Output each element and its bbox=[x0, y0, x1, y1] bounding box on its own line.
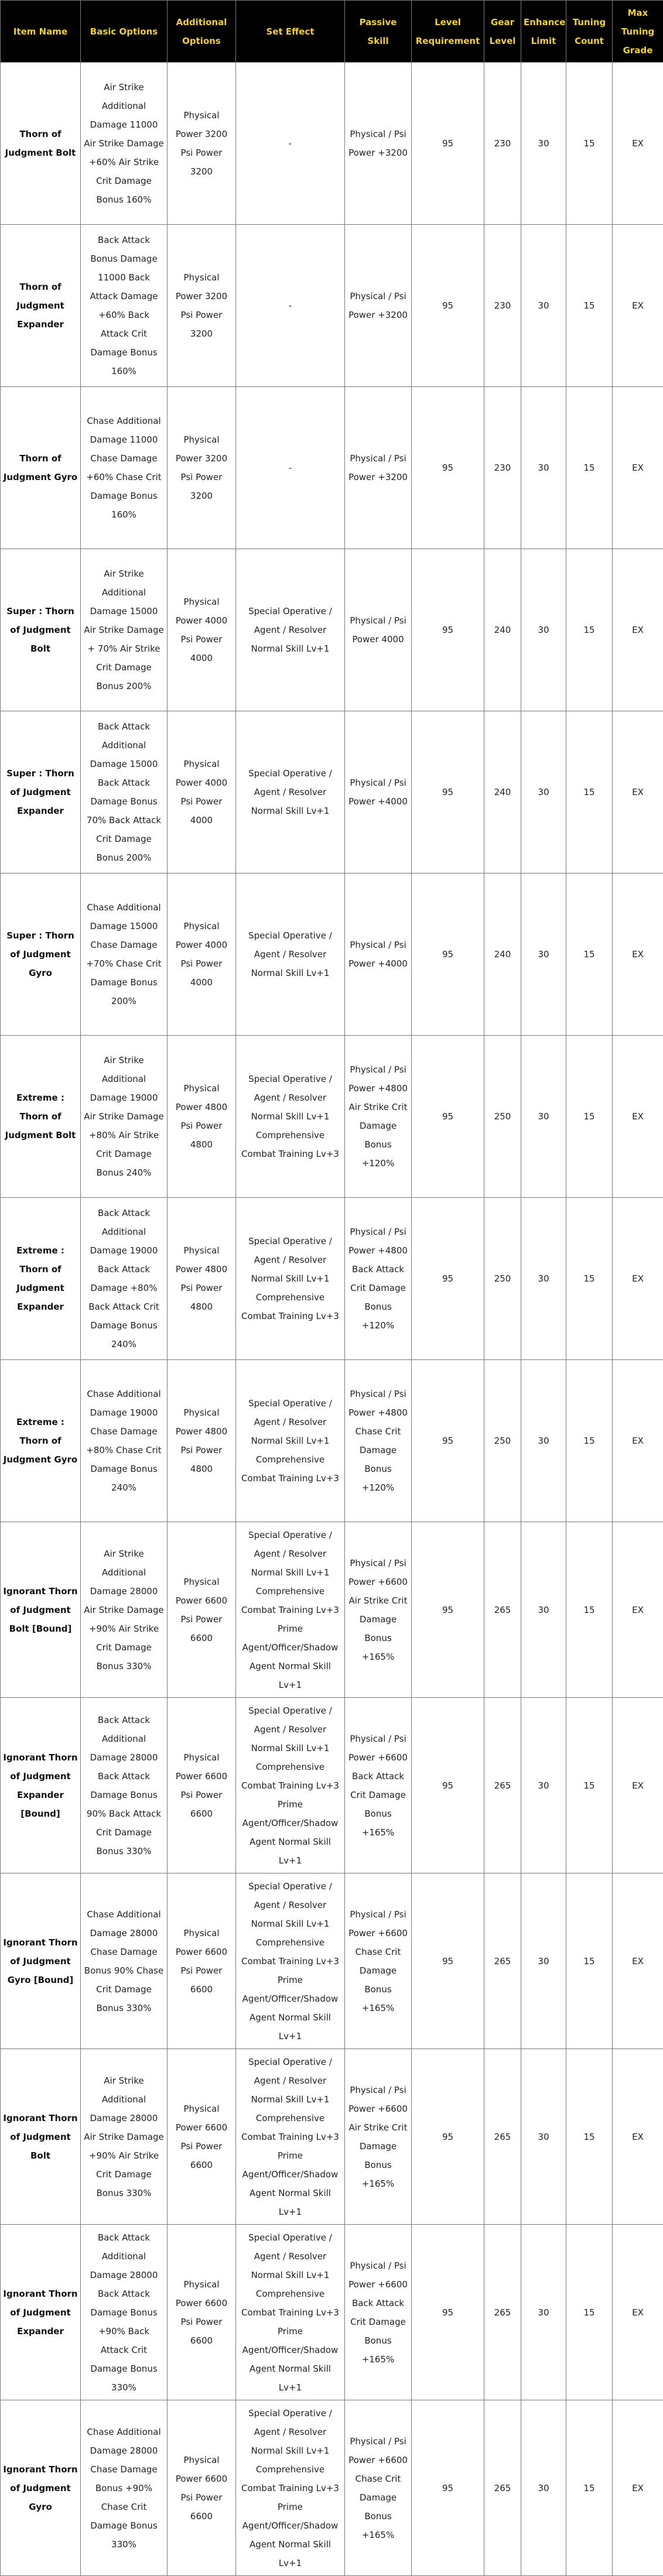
level-requirement: 95 bbox=[412, 1698, 484, 1873]
basic-options: Chase Additional Damage 28000 Chase Damage Bonus +90% Chase Crit Damage Bonus 330% bbox=[81, 2400, 168, 2576]
set-effect: Special Operative / Agent / Resolver Normal Skill Lv+1 Comprehensive Combat Training Lv+3 bbox=[236, 1036, 345, 1198]
set-effect: - bbox=[236, 225, 345, 387]
table-row bbox=[1, 225, 663, 387]
level-requirement: 95 bbox=[412, 225, 484, 387]
item-name: Ignorant Thorn of Judgment Expander bbox=[1, 2225, 81, 2400]
basic-options: Air Strike Additional Damage 28000 Air Strike Damage +90% Air Strike Crit Damage Bonus 330% bbox=[81, 2049, 168, 2225]
table-row bbox=[1, 1522, 663, 1698]
passive-skill: Physical / Psi Power +6600 Air Strike Crit Damage Bonus +165% bbox=[345, 2049, 412, 2225]
tuning-count: 15 bbox=[566, 387, 613, 549]
header-row bbox=[1, 1, 663, 63]
additional-options: Physical Power 3200 Psi Power 3200 bbox=[168, 387, 236, 549]
passive-skill: Physical / Psi Power +4000 bbox=[345, 711, 412, 873]
additional-options: Physical Power 4800 Psi Power 4800 bbox=[168, 1036, 236, 1198]
table-row bbox=[1, 1036, 663, 1198]
table-row bbox=[1, 2400, 663, 2576]
header-passive-skill: Passive Skill bbox=[345, 1, 412, 63]
gear-level: 230 bbox=[484, 225, 521, 387]
enhance-limit: 30 bbox=[521, 873, 566, 1036]
passive-skill: Physical / Psi Power +3200 bbox=[345, 387, 412, 549]
basic-options: Air Strike Additional Damage 11000 Air Strike Damage +60% Air Strike Crit Damage Bonus 160% bbox=[81, 63, 168, 225]
set-effect: Special Operative / Agent / Resolver Normal Skill Lv+1 Comprehensive Combat Training Lv+3 Prime Agent/Officer/Shadow Agent Normal Skill Lv+1 bbox=[236, 1698, 345, 1873]
enhance-limit: 30 bbox=[521, 225, 566, 387]
tuning-count: 15 bbox=[566, 225, 613, 387]
basic-options: Air Strike Additional Damage 19000 Air Strike Damage +80% Air Strike Crit Damage Bonus 240% bbox=[81, 1036, 168, 1198]
additional-options: Physical Power 6600 Psi Power 6600 bbox=[168, 1522, 236, 1698]
header-gear-level: Gear Level bbox=[484, 1, 521, 63]
tuning-count: 15 bbox=[566, 1522, 613, 1698]
level-requirement: 95 bbox=[412, 387, 484, 549]
max-tuning-grade: EX bbox=[613, 2049, 663, 2225]
enhance-limit: 30 bbox=[521, 1360, 566, 1522]
additional-options: Physical Power 6600 Psi Power 6600 bbox=[168, 1698, 236, 1873]
tuning-count: 15 bbox=[566, 2049, 613, 2225]
max-tuning-grade: EX bbox=[613, 2225, 663, 2400]
table-row bbox=[1, 1698, 663, 1873]
enhance-limit: 30 bbox=[521, 2400, 566, 2576]
level-requirement: 95 bbox=[412, 63, 484, 225]
enhance-limit: 30 bbox=[521, 2049, 566, 2225]
header-item-name: Item Name bbox=[1, 1, 81, 63]
item-name: Ignorant Thorn of Judgment Gyro bbox=[1, 2400, 81, 2576]
tuning-count: 15 bbox=[566, 711, 613, 873]
level-requirement: 95 bbox=[412, 711, 484, 873]
table-row bbox=[1, 873, 663, 1036]
table-row bbox=[1, 549, 663, 711]
passive-skill: Physical / Psi Power +4800 Air Strike Crit Damage Bonus +120% bbox=[345, 1036, 412, 1198]
enhance-limit: 30 bbox=[521, 63, 566, 225]
set-effect: Special Operative / Agent / Resolver Normal Skill Lv+1 Comprehensive Combat Training Lv+3 bbox=[236, 1360, 345, 1522]
additional-options: Physical Power 3200 Psi Power 3200 bbox=[168, 63, 236, 225]
table-row bbox=[1, 711, 663, 873]
tuning-count: 15 bbox=[566, 2225, 613, 2400]
tuning-count: 15 bbox=[566, 1873, 613, 2049]
max-tuning-grade: EX bbox=[613, 1198, 663, 1360]
passive-skill: Physical / Psi Power +4000 bbox=[345, 873, 412, 1036]
max-tuning-grade: EX bbox=[613, 1036, 663, 1198]
gear-level: 230 bbox=[484, 387, 521, 549]
item-name: Thorn of Judgment Gyro bbox=[1, 387, 81, 549]
enhance-limit: 30 bbox=[521, 549, 566, 711]
gear-level: 265 bbox=[484, 2400, 521, 2576]
additional-options: Physical Power 4800 Psi Power 4800 bbox=[168, 1198, 236, 1360]
item-name: Thorn of Judgment Expander bbox=[1, 225, 81, 387]
max-tuning-grade: EX bbox=[613, 711, 663, 873]
passive-skill: Physical / Psi Power +6600 Chase Crit Damage Bonus +165% bbox=[345, 1873, 412, 2049]
set-effect: Special Operative / Agent / Resolver Normal Skill Lv+1 bbox=[236, 549, 345, 711]
tuning-count: 15 bbox=[566, 1698, 613, 1873]
level-requirement: 95 bbox=[412, 1360, 484, 1522]
set-effect: - bbox=[236, 387, 345, 549]
passive-skill: Physical / Psi Power +3200 bbox=[345, 63, 412, 225]
gear-level: 250 bbox=[484, 1036, 521, 1198]
gear-level: 265 bbox=[484, 1698, 521, 1873]
passive-skill: Physical / Psi Power +3200 bbox=[345, 225, 412, 387]
set-effect: Special Operative / Agent / Resolver Normal Skill Lv+1 Comprehensive Combat Training Lv+3 Prime Agent/Officer/Shadow Agent Normal Skill Lv+1 bbox=[236, 2049, 345, 2225]
level-requirement: 95 bbox=[412, 873, 484, 1036]
basic-options: Air Strike Additional Damage 28000 Air Strike Damage +90% Air Strike Crit Damage Bonus 330% bbox=[81, 1522, 168, 1698]
header-enhance-limit: Enhance Limit bbox=[521, 1, 566, 63]
header-level-requirement: Level Requirement bbox=[412, 1, 484, 63]
passive-skill: Physical / Psi Power +6600 Air Strike Crit Damage Bonus +165% bbox=[345, 1522, 412, 1698]
basic-options: Chase Additional Damage 28000 Chase Damage Bonus 90% Chase Crit Damage Bonus 330% bbox=[81, 1873, 168, 2049]
passive-skill: Physical / Psi Power +6600 Back Attack Crit Damage Bonus +165% bbox=[345, 1698, 412, 1873]
gear-level: 240 bbox=[484, 873, 521, 1036]
basic-options: Back Attack Additional Damage 19000 Back Attack Damage +80% Back Attack Crit Damage Bonus 240% bbox=[81, 1198, 168, 1360]
max-tuning-grade: EX bbox=[613, 1522, 663, 1698]
level-requirement: 95 bbox=[412, 1873, 484, 2049]
enhance-limit: 30 bbox=[521, 2225, 566, 2400]
tuning-count: 15 bbox=[566, 2400, 613, 2576]
set-effect: - bbox=[236, 63, 345, 225]
item-name: Thorn of Judgment Bolt bbox=[1, 63, 81, 225]
max-tuning-grade: EX bbox=[613, 549, 663, 711]
table-row bbox=[1, 1360, 663, 1522]
max-tuning-grade: EX bbox=[613, 1698, 663, 1873]
header-set-effect: Set Effect bbox=[236, 1, 345, 63]
enhance-limit: 30 bbox=[521, 1522, 566, 1698]
enhance-limit: 30 bbox=[521, 387, 566, 549]
level-requirement: 95 bbox=[412, 1198, 484, 1360]
gear-level: 240 bbox=[484, 711, 521, 873]
set-effect: Special Operative / Agent / Resolver Normal Skill Lv+1 Comprehensive Combat Training Lv+3 Prime Agent/Officer/Shadow Agent Normal Skill Lv+1 bbox=[236, 1873, 345, 2049]
table-row bbox=[1, 1873, 663, 2049]
gear-level: 265 bbox=[484, 2225, 521, 2400]
tuning-count: 15 bbox=[566, 1360, 613, 1522]
max-tuning-grade: EX bbox=[613, 225, 663, 387]
set-effect: Special Operative / Agent / Resolver Normal Skill Lv+1 Comprehensive Combat Training Lv+3 bbox=[236, 1198, 345, 1360]
item-name: Ignorant Thorn of Judgment Bolt [Bound] bbox=[1, 1522, 81, 1698]
item-name: Extreme : Thorn of Judgment Bolt bbox=[1, 1036, 81, 1198]
tuning-count: 15 bbox=[566, 1036, 613, 1198]
additional-options: Physical Power 4800 Psi Power 4800 bbox=[168, 1360, 236, 1522]
additional-options: Physical Power 6600 Psi Power 6600 bbox=[168, 2225, 236, 2400]
additional-options: Physical Power 4000 Psi Power 4000 bbox=[168, 711, 236, 873]
item-name: Ignorant Thorn of Judgment Bolt bbox=[1, 2049, 81, 2225]
level-requirement: 95 bbox=[412, 2225, 484, 2400]
table-row bbox=[1, 63, 663, 225]
set-effect: Special Operative / Agent / Resolver Normal Skill Lv+1 Comprehensive Combat Training Lv+3 Prime Agent/Officer/Shadow Agent Normal Skill Lv+1 bbox=[236, 2225, 345, 2400]
level-requirement: 95 bbox=[412, 2049, 484, 2225]
item-name: Ignorant Thorn of Judgment Expander [Bound] bbox=[1, 1698, 81, 1873]
passive-skill: Physical / Psi Power +6600 Chase Crit Damage Bonus +165% bbox=[345, 2400, 412, 2576]
gear-level: 250 bbox=[484, 1360, 521, 1522]
max-tuning-grade: EX bbox=[613, 2400, 663, 2576]
gear-level: 265 bbox=[484, 1873, 521, 2049]
basic-options: Back Attack Additional Damage 28000 Back Attack Damage Bonus +90% Back Attack Crit Damage Bonus 330% bbox=[81, 2225, 168, 2400]
enhance-limit: 30 bbox=[521, 711, 566, 873]
additional-options: Physical Power 3200 Psi Power 3200 bbox=[168, 225, 236, 387]
passive-skill: Physical / Psi Power +4800 Back Attack Crit Damage Bonus +120% bbox=[345, 1198, 412, 1360]
level-requirement: 95 bbox=[412, 1036, 484, 1198]
item-name: Super : Thorn of Judgment Gyro bbox=[1, 873, 81, 1036]
passive-skill: Physical / Psi Power 4000 bbox=[345, 549, 412, 711]
basic-options: Back Attack Additional Damage 15000 Back Attack Damage Bonus 70% Back Attack Crit Damage Bonus 200% bbox=[81, 711, 168, 873]
set-effect: Special Operative / Agent / Resolver Normal Skill Lv+1 Comprehensive Combat Training Lv+3 Prime Agent/Officer/Shadow Agent Normal Skill Lv+1 bbox=[236, 1522, 345, 1698]
gear-level: 240 bbox=[484, 549, 521, 711]
item-name: Extreme : Thorn of Judgment Expander bbox=[1, 1198, 81, 1360]
max-tuning-grade: EX bbox=[613, 1360, 663, 1522]
tuning-count: 15 bbox=[566, 549, 613, 711]
basic-options: Chase Additional Damage 11000 Chase Damage +60% Chase Crit Damage Bonus 160% bbox=[81, 387, 168, 549]
enhance-limit: 30 bbox=[521, 1036, 566, 1198]
level-requirement: 95 bbox=[412, 549, 484, 711]
additional-options: Physical Power 6600 Psi Power 6600 bbox=[168, 2049, 236, 2225]
set-effect: Special Operative / Agent / Resolver Normal Skill Lv+1 bbox=[236, 711, 345, 873]
tuning-count: 15 bbox=[566, 63, 613, 225]
header-additional-options: Additional Options bbox=[168, 1, 236, 63]
level-requirement: 95 bbox=[412, 2400, 484, 2576]
basic-options: Back Attack Bonus Damage 11000 Back Attack Damage +60% Back Attack Crit Damage Bonus 160% bbox=[81, 225, 168, 387]
gear-level: 265 bbox=[484, 1522, 521, 1698]
additional-options: Physical Power 4000 Psi Power 4000 bbox=[168, 549, 236, 711]
enhance-limit: 30 bbox=[521, 1198, 566, 1360]
basic-options: Air Strike Additional Damage 15000 Air Strike Damage + 70% Air Strike Crit Damage Bonus 200% bbox=[81, 549, 168, 711]
basic-options: Back Attack Additional Damage 28000 Back Attack Damage Bonus 90% Back Attack Crit Damage Bonus 330% bbox=[81, 1698, 168, 1873]
item-name: Super : Thorn of Judgment Bolt bbox=[1, 549, 81, 711]
gear-level: 230 bbox=[484, 63, 521, 225]
table-row bbox=[1, 1198, 663, 1360]
header-basic-options: Basic Options bbox=[81, 1, 168, 63]
passive-skill: Physical / Psi Power +6600 Back Attack Crit Damage Bonus +165% bbox=[345, 2225, 412, 2400]
item-name: Super : Thorn of Judgment Expander bbox=[1, 711, 81, 873]
additional-options: Physical Power 4000 Psi Power 4000 bbox=[168, 873, 236, 1036]
tuning-count: 15 bbox=[566, 1198, 613, 1360]
basic-options: Chase Additional Damage 19000 Chase Damage +80% Chase Crit Damage Bonus 240% bbox=[81, 1360, 168, 1522]
tuning-count: 15 bbox=[566, 873, 613, 1036]
item-name: Ignorant Thorn of Judgment Gyro [Bound] bbox=[1, 1873, 81, 2049]
enhance-limit: 30 bbox=[521, 1698, 566, 1873]
level-requirement: 95 bbox=[412, 1522, 484, 1698]
additional-options: Physical Power 6600 Psi Power 6600 bbox=[168, 1873, 236, 2049]
set-effect: Special Operative / Agent / Resolver Normal Skill Lv+1 bbox=[236, 873, 345, 1036]
set-effect: Special Operative / Agent / Resolver Normal Skill Lv+1 Comprehensive Combat Training Lv+3 Prime Agent/Officer/Shadow Agent Normal Skill Lv+1 bbox=[236, 2400, 345, 2576]
max-tuning-grade: EX bbox=[613, 873, 663, 1036]
max-tuning-grade: EX bbox=[613, 63, 663, 225]
table-row bbox=[1, 2225, 663, 2400]
passive-skill: Physical / Psi Power +4800 Chase Crit Damage Bonus +120% bbox=[345, 1360, 412, 1522]
table-row bbox=[1, 2049, 663, 2225]
header-max-tuning-grade: Max Tuning Grade bbox=[613, 1, 663, 63]
enhance-limit: 30 bbox=[521, 1873, 566, 2049]
max-tuning-grade: EX bbox=[613, 387, 663, 549]
basic-options: Chase Additional Damage 15000 Chase Damage +70% Chase Crit Damage Bonus 200% bbox=[81, 873, 168, 1036]
gear-level: 265 bbox=[484, 2049, 521, 2225]
gear-level: 250 bbox=[484, 1198, 521, 1360]
additional-options: Physical Power 6600 Psi Power 6600 bbox=[168, 2400, 236, 2576]
header-tuning-count: Tuning Count bbox=[566, 1, 613, 63]
item-name: Extreme : Thorn of Judgment Gyro bbox=[1, 1360, 81, 1522]
table-row bbox=[1, 387, 663, 549]
max-tuning-grade: EX bbox=[613, 1873, 663, 2049]
